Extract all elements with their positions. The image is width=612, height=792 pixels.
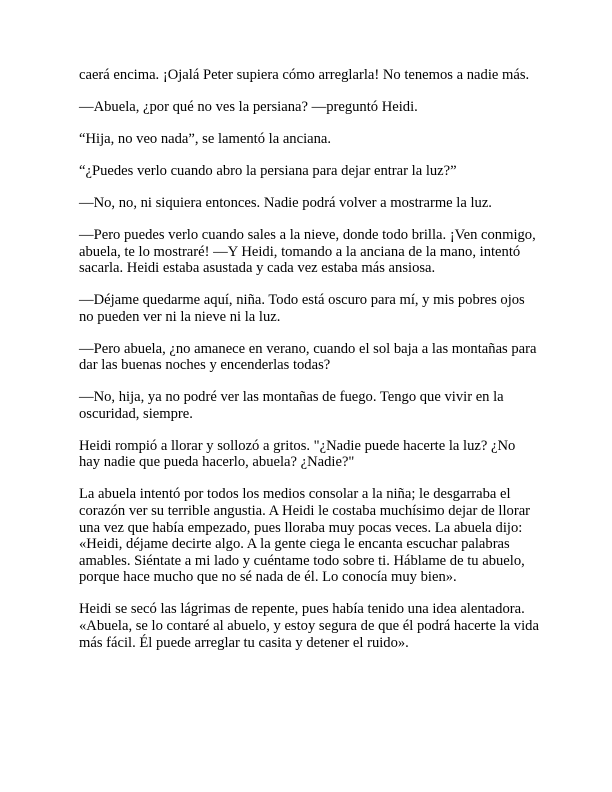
paragraph-6: —Pero puedes verlo cuando sales a la nieve, donde todo brilla. ¡Ven conmigo, abuela, te lo mostraré! —Y Heidi, tomando a la anciana de la mano, intentó sacarla. Heidi estaba asustada y cada vez estaba más ansiosa. — [79, 226, 536, 277]
paragraph-8: —Pero abuela, ¿no amanece en verano, cuando el sol baja a las montañas para dar las buenas noches y encenderlas todas? — [79, 340, 537, 374]
paragraph-9: —No, hija, ya no podré ver las montañas de fuego. Tengo que vivir en la oscuridad, siempre. — [79, 389, 504, 422]
page-body — [79, 67, 539, 667]
paragraph-3: “Hija, no veo nada”, se lamentó la anciana. — [79, 130, 332, 147]
paragraph-4: “¿Puedes verlo cuando abro la persiana para dejar entrar la luz?” — [79, 162, 457, 179]
paragraph-12: Heidi se secó las lágrimas de repente, pues había tenido una idea alentadora. «Abuela, se lo contaré al abuelo, y estoy segura de que él podrá hacerte la vida más fácil. Él puede arreglar tu casita y detener el ruido». — [79, 601, 539, 651]
paragraph-7: —Déjame quedarme aquí, niña. Todo está oscuro para mí, y mis pobres ojos no pueden ver ni la nieve ni la luz. — [79, 292, 525, 325]
paragraph-5: —No, no, ni siquiera entonces. Nadie podrá volver a mostrarme la luz. — [79, 194, 492, 211]
paragraph-11: La abuela intentó por todos los medios consolar a la niña; le desgarraba el corazón ver su terrible angustia. A Heidi le costaba muchísimo dejar de llorar una vez que había empezado, pues lloraba muy pocas veces. La abuela dijo: «Heidi, déjame decirte algo. A la gente ciega le encanta escuchar palabras amables. Siéntate a mi lado y cuéntame todo sobre ti. Háblame de tu abuelo, porque hace mucho que no sé nada de él. Lo conocía muy bien». — [79, 486, 531, 586]
paragraph-2: —Abuela, ¿por qué no ves la persiana? —preguntó Heidi. — [79, 98, 418, 115]
paragraph-10: Heidi rompió a llorar y sollozó a gritos. "¿Nadie puede hacerte la luz? ¿No hay nadie que pueda hacerlo, abuela? ¿Nadie?" — [79, 437, 516, 471]
paragraph-1: caerá encima. ¡Ojalá Peter supiera cómo arreglarla! No tenemos a nadie más. — [79, 67, 530, 83]
